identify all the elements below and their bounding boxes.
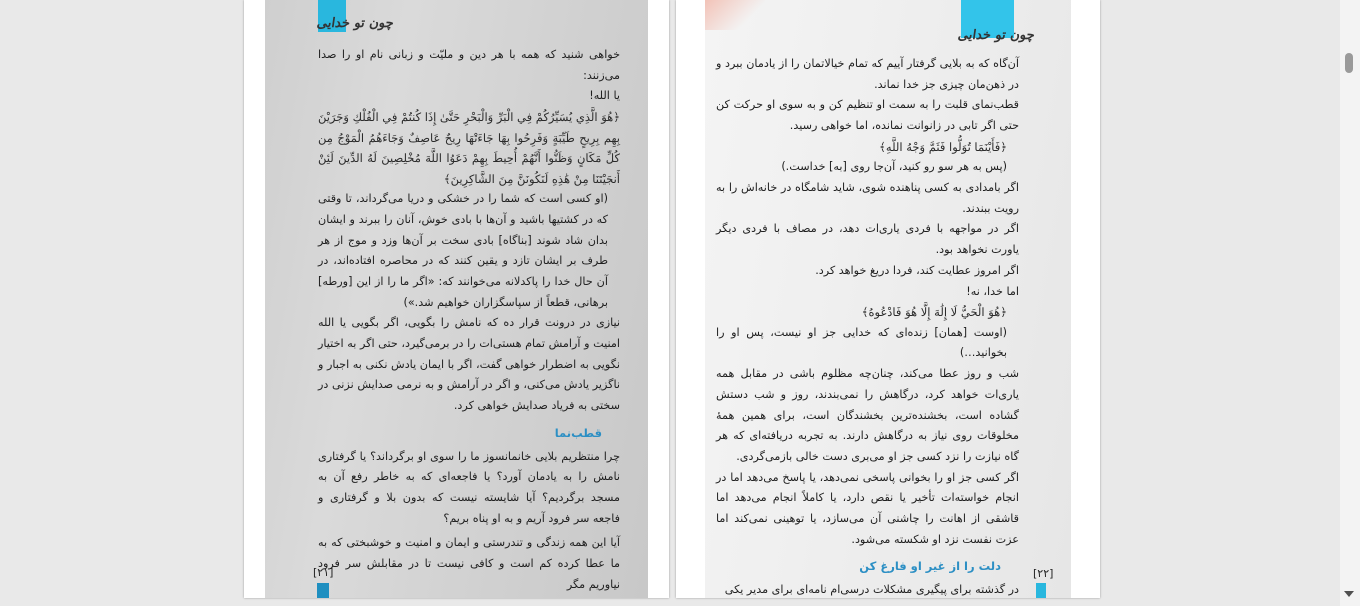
verse-translation: (او کسی است که شما را در خشکی و دریا می‌گرداند، تا وقتی که در کشتیها باشید و آن‌ها با بادی خوش، آنان را ببرند و ایشان بدان شاد شوند [بناگاه] بادی سخت بر آن‌ها وزد و موج از هر طرف بر ایشان تازد و یقین کنند که در محاصره افتاده‌اند، در آن حال خدا را پاکدلانه می‌خوانند که: «اگر ما را از این [ورطه] برهانی، قطعاً از سپاسگزاران خواهیم شد.») <box>318 192 608 309</box>
decorative-paint-stroke <box>705 0 765 30</box>
section-heading: قطب‌نما <box>554 425 602 440</box>
quran-verse: ﴿فَأَيْنَمَا تُوَلُّوا فَثَمَّ وَجْهُ اللَّهِ﴾ <box>879 139 1007 154</box>
text-paragraph: نیازی در درونت قرار ده که نامش را بگویی، اگر بگویی یا الله امنیت و آرامش تمام هستی‌ات را در برمی‌گیرد، حتی اگر به اختیار نگویی به اضطرار خواهی گفت، اگر با ایمان یادش نکنی به اجبار و ناگزیر یادش می‌کنی، و اگر در آرامش و به نرمی صدایش نزنی در سختی به فریاد صدایش خواهی کرد. <box>318 316 620 413</box>
text-line: یا الله! <box>589 89 620 103</box>
text-line: در گذشته برای پیگیری مشکلات درسی‌ام نامه‌ای برای مدیر یکی <box>724 583 1019 597</box>
verse-translation: (پس به هر سو رو کنید، آن‌جا روی [به] خداست.) <box>781 160 1007 174</box>
page-21 <box>244 0 669 598</box>
text-line: خواهی شنید که همه با هر دین و ملیّت و زبانی نام او را صدا می‌زنند: <box>318 48 620 82</box>
scanned-page-image <box>265 0 648 598</box>
quran-verse: ﴿هُوَ الْحَيُّ لَا إِلَٰهَ إِلَّا هُوَ فَادْعُوهُ﴾ <box>861 305 1007 320</box>
text-paragraph: قطب‌نمای قلبت را به سمت او تنظیم کن و به سوی او حرکت کن حتی اگر تابی در زانوانت نمانده، اما خواهی رسید. <box>716 98 1019 133</box>
running-title: چون تو خدایی <box>956 28 1036 43</box>
text-paragraph: شب و روز عطا می‌کند، چنان‌چه مظلوم باشی در مقابل همه یاری‌ات خواهد کرد، درگاهش را نمی‌بندند، روز و شب دستش گشاده است، بخشنده‌ترین بخشندگان است، برای همین همهٔ مخلوقات روی نیاز به درگاهش دارند. به تجربه دریافته‌ای که هر گاه نیازت را نزد کسی جز او می‌بری دست خالی بازمی‌گردی. <box>716 367 1019 463</box>
text-paragraph: اگر بامدادی به کسی پناهنده شوی، شاید شامگاه در خانه‌اش را به رویت ببندند. <box>716 181 1019 215</box>
vertical-scrollbar[interactable] <box>1340 0 1360 606</box>
scanned-page-image <box>705 0 1071 598</box>
quran-verse: ﴿هُوَ الَّذِي يُسَيِّرُكُمْ فِي الْبَرِّ وَالْبَحْرِ حَتَّىٰ إِذَا كُنتُمْ فِي الْفُلْكِ وَجَرَيْنَ بِهِم بِرِيحٍ طَيِّبَةٍ وَفَرِحُوا بِهَا جَاءَتْهَا رِيحٌ عَاصِفٌ وَجَاءَهُمُ الْمَوْجُ مِن كُلِّ مَكَانٍ وَظَنُّوا أَنَّهُمْ أُحِيطَ بِهِمْ دَعَوُا اللَّهَ مُخْلِصِينَ لَهُ الدِّينَ لَئِنْ أَنجَيْتَنَا مِنْ هَٰذِهِ لَنَكُونَنَّ مِنَ الشَّاكِرِينَ﴾ <box>318 110 620 186</box>
verse-translation: (اوست [همان] زنده‌ای که خدایی جز او نیست، پس او را بخوانید…) <box>716 325 1007 360</box>
page-tab-mark <box>1036 583 1046 598</box>
page-text <box>716 54 1019 598</box>
page-22 <box>676 0 1100 598</box>
text-line: اما خدا، نه! <box>966 284 1019 298</box>
scrollbar-thumb[interactable] <box>1345 53 1353 73</box>
section-heading: دلت را از غیر او فارغ کن <box>859 559 1001 574</box>
text-line: اگر امروز عطایت کند، فردا دریغ خواهد کرد. <box>815 263 1019 277</box>
text-paragraph: آن‌گاه که به بلایی گرفتار آییم که تمام خیالاتمان را از یادمان ببرد و در ذهن‌مان چیزی جز خدا نماند. <box>716 57 1019 91</box>
scroll-down-arrow-icon[interactable] <box>1344 591 1354 597</box>
page-tab-mark <box>317 583 329 598</box>
page-number: [۲۲] <box>1033 567 1054 580</box>
page-text <box>318 45 620 595</box>
text-paragraph: آیا این همه زندگی و تندرستی و ایمان و امنیت و خوشبختی که به ما عطا کرده کم است و کافی نیست تا در مقابلش سر فرود نیاوریم مگر <box>318 536 620 591</box>
text-paragraph: چرا منتظریم بلایی خانمانسوز ما را سوی او برگرداند؟ یا گرفتاری نامش را به یادمان آورد؟ یا فاجعه‌ای که به خاطر رفع آن به مسجد برگردیم؟ آیا شایسته نیست که بدون بلا و گرفتاری و فاجعه سر فرود آریم و به او پناه بریم؟ <box>318 449 620 525</box>
page-number: [۲۱] <box>313 566 334 579</box>
running-title: چون تو خدایی <box>315 16 395 31</box>
text-paragraph: اگر کسی جز او را بخوانی پاسخی نمی‌دهد، یا پاسخ می‌دهد اما در انجام خواسته‌ات تأخیر یا نقص دارد، یا کاملاً انجام می‌دهد اما قاشقی از اهانت را چاشنی آن می‌سازد، یا توهینی نمی‌کند اما عزت نفست نزد او شکسته می‌شود. <box>716 470 1019 546</box>
text-paragraph: اگر در مواجهه با فردی یاری‌ات دهد، در مصاف با فردی دیگر یاورت نخواهد بود. <box>716 222 1019 257</box>
